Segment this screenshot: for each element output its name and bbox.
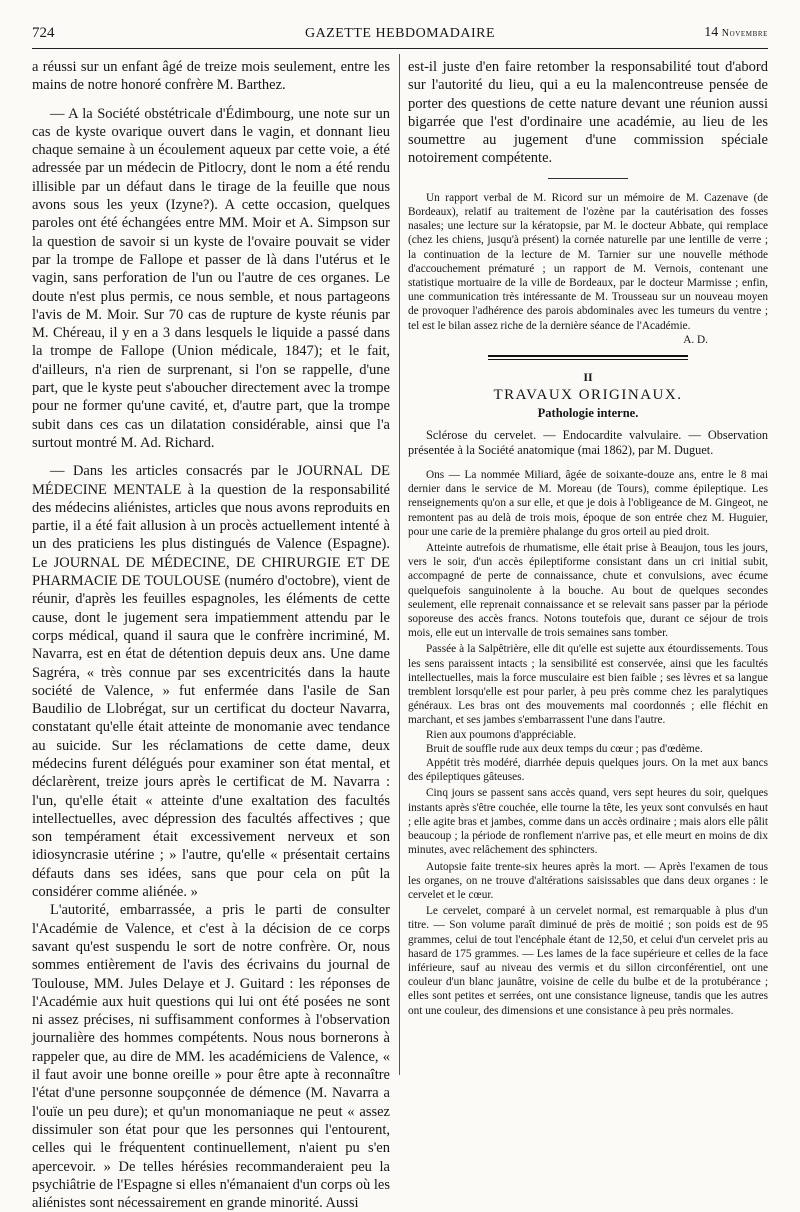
observation-paragraph-8: Autopsie faite trente-six heures après la mort. — Après l'examen de tous les organes, on ne trouve d'altérations saisissables que dans deux organes : le cervelet et le cœur.	[408, 860, 768, 901]
section-rule-thick	[488, 355, 688, 357]
observation-paragraph-6: Appétit très modéré, diarrhée depuis quelques jours. On la met aux bancs des épileptiques gâteuses.	[408, 757, 768, 784]
left-paragraph-3: — Dans les articles consacrés par le JOURNAL DE MÉDECINE MENTALE à la question de la responsabilité des médecins aliénistes, articles que nous avons reproduits en partie, il a été fait allusion à un procès actuellement intenté à un des praticiens les plus distingués de Valence (Espagne). Le JOURNAL DE MÉDECINE, DE CHIRURGIE ET DE PHARMACIE DE TOULOUSE (numéro d'octobre), vient de réunir, d'après les feuilles espagnoles, les éléments de cette cause, dont le jugement sera impatiemment attendu par le corps médical, quand il saura que le confrère incriminé, M. Navarra, est en état de détention depuis deux ans. Une dame Sagréra, « très connue par ses excentricités dans la haute société de Valence, » fut enfermée dans l'asile de San Baudilio de Llobrégat, sur un certificat du docteur Navarra, constatant qu'elle était atteinte de monomanie avec tendance au suicide. Sur les réclamations de cette dame, deux médecins furent délégués pour examiner son état mental, et déclarèrent, treize jours après le certificat de M. Navarra : l'un, qu'elle était « atteinte d'une exaltation des facultés intellectuelles, avec dépression des facultés affectives ; que son tempérament était excessivement nerveux et son idiosyncrasie utérine ; » l'autre, qu'elle « présentait certains défauts dans ses idées, sans que pour cela on pût la considérer comme aliénée. »	[32, 463, 390, 901]
section-number: II	[583, 370, 593, 385]
observation-paragraph-1: Ons — La nommée Miliard, âgée de soixante-douze ans, entre le 8 mai dernier dans le service de M. Moreau (de Tours), comme épileptique. Les renseignements qu'on a sur elle, et que je dois à l'obligeance de M. Gingeot, ne remontent pas au delà de trois mois, époque de son entrée chez M. Huguier, pour une carie de la première phalange du gros orteil au pied droit.	[408, 469, 768, 538]
page-header	[32, 22, 768, 49]
observation-paragraph-9: Le cervelet, comparé à un cervelet normal, est remarquable à plus d'un titre. — Son volume paraît diminué de près de moitié ; son poids est de 95 grammes, celui de tout l'encéphale étant de 12,50, et celui d'un cervelet pris au hasard de 175 grammes. — Les lames de la face supérieure et celles de la face inférieure, sauf au niveau des vermis et du sillon circonférentiel, ont une couleur d'un blanc jaunâtre, voisine de celle du bulbe et de la protubérance ; elles sont petites et serrées, ont une consistance ligneuse, tandis que les autres ont une couleur, des dimensions et une consistance à peu près normales.	[408, 905, 768, 1017]
header-date	[704, 25, 768, 41]
page-number: 724	[32, 25, 55, 41]
column-divider	[399, 54, 400, 1075]
section-title: TRAVAUX ORIGINAUX.	[493, 387, 683, 404]
observation-paragraph-2: Atteinte autrefois de rhumatisme, elle était prise à Beaujon, tous les jours, vers le soir, d'un accès épileptiforme consistant dans un cri initial subit, accompagné de perte de connaissance, chute et convulsions, avec écume quelquefois sanguinolente à la bouche. Au bout de quelques secondes seulement, elle reprenait connaissance et se relevait sans passer par la période soporeuse des accès francs. Notons toutefois que, durant ce séjour de trois mois, elle eut un intervalle de trois semaines sans tomber.	[408, 542, 768, 640]
left-paragraph-2: — A la Société obstétricale d'Édimbourg, une note sur un cas de kyste ovarique ouvert dans le vagin, et donnant lieu chaque semaine à un écoulement aqueux par cette voie, a été adressée par un médecin de Pitlocry, dont le nom a été rendu illisible par un défaut dans le tirage de la feuille que nous avons sous les yeux (Izyne?). A cette occasion, quelques paroles ont été échangées entre MM. Moir et A. Simpson sur la question de savoir si un kyste de l'ovaire pouvait se vider par la trompe de Fallope et passer de là dans l'utérus et le vagin, sans perforation de l'un ou l'autre de ces organes. Le doute n'est plus permis, ce nous semble, et nous partageons l'avis de M. Moir. Sur 70 cas de rupture de kyste réunis par M. Chéreau, il y en a 3 dans lesquels le liquide a passé dans la trompe de Fallope (Union médicale, 1847); et le fait, d'ailleurs, n'a rien de surprenant, si l'on se rappelle, d'une part, que le kyste peut s'aboucher directement avec la trompe pour ne former qu'une cavité, et, d'autre part, que la trompe subit dans ces cas un dilatation considérable, ainsi que l'a surtout montré M. Ad. Richard.	[32, 105, 390, 451]
academy-summary: Un rapport verbal de M. Ricord sur un mémoire de M. Cazenave (de Bordeaux), relatif au traitement de l'ozène par la cautérisation des fosses nasales; une lecture sur la kératopsie, par M. le docteur Abbate, qui remplace (chez les chiens, jusqu'à présent) la cornée naturelle par une lentille de verre ; la continuation de la lecture de M. Tarnier sur une nouvelle méthode d'accouchement prématuré ; un rapport de M. Vernois, contenant une statistique mortuaire de la ville de Bordeaux, par le docteur Marmisse ; enfin, une communication très intéressante de M. Trousseau sur un nouveau moyen de provoquer l'adhérence des parois abdominales avec les tumeurs du ventre ; tel est le bilan assez riche de la dernière séance de l'Académie.	[408, 191, 768, 332]
separator-rule	[548, 178, 628, 179]
section-rule-thin	[488, 359, 688, 360]
left-paragraph-4: L'autorité, embarrassée, a pris le parti de consulter l'Académie de Valence, et c'est à la décision de ce corps savant qu'est suspendu le sort de notre confrère. Or, nous sommes entièrement de l'avis des écrivains du journal de Toulouse, MM. Jules Delaye et J. Guitard : les réponses de l'Académie aux huit questions qui lui ont été posées ne sont ni assez précises, ni suffisamment conformes à l'observation journalière des hommes compétents. Nous nous bornerons à rappeler que, au dire de MM. les académiciens de Valence, « il faut avoir une bonne oreille » pour être apte à reconnaître l'état d'une personne soupçonnée de démence (M. Navarra a l'ouïe un peu dure); et qu'un monomaniaque ne peut « assez dissimuler son état pour que les personnes qui l'entourent, celles qui le fréquentent continuellement, n'aient pu s'en apercevoir. » De telles hérésies recommanderaient peu la psychiâtrie de l'Espagne si elles n'émanaient d'un corps où les aliénistes sont nécessairement en grande minorité. Aussi	[32, 902, 390, 1212]
observation-paragraph-7: Cinq jours se passent sans accès quand, vers sept heures du soir, quelques instants après s'être couchée, elle tourne la tête, les yeux sont convulsés en haut ; elle agite bras et jambes, comme dans un accès ordinaire ; mais alors elle pâlit beaucoup ; la période de ronflement n'arrive pas, et elle meurt en moins de dix minutes, avec relâchement des sphincters.	[408, 787, 768, 857]
observation-paragraph-5: Bruit de souffle rude aux deux temps du cœur ; pas d'œdème.	[426, 742, 703, 755]
header-date-day: 14	[704, 25, 719, 40]
observation-title: Sclérose du cervelet. — Endocardite valvulaire. — Observation présentée à la Société anatomique (mai 1862), par M. Duguet.	[408, 428, 768, 458]
right-column	[408, 58, 768, 1078]
author-signature: A. D.	[683, 333, 708, 346]
left-column	[32, 58, 390, 1212]
observation-paragraph-4: Rien aux poumons d'appréciable.	[426, 728, 577, 741]
right-paragraph-1: est-il juste d'en faire retomber la responsabilité tout d'abord sur l'autorité du lieu, qui a eu la malencontreuse pensée de porter des questions de cette nature devant une réunion aussi bigarrée que l'est d'ordinaire une académie, au lieu de les soumettre au jugement d'une commission spéciale notoirement compétente.	[408, 59, 768, 167]
journal-title: GAZETTE HEBDOMADAIRE	[304, 26, 496, 41]
left-paragraph-1: a réussi sur un enfant âgé de treize mois seulement, entre les mains de notre honoré confrère M. Barthez.	[32, 59, 390, 94]
observation-paragraph-3: Passée à la Salpêtrière, elle dit qu'elle est sujette aux étourdissements. Tous les sens paraissent intacts ; la sensibilité est conservée, ainsi que les facultés intellectuelles, mais la force musculaire est bien faible ; ses lèvres et sa langue tremblent lorsqu'elle est pour parler, à peu près comme chez les paralytiques généraux. Les bras ont des mouvements mal coordonnés ; elle fléchit en marchant, et ses jambes s'embarrassent l'une dans l'autre.	[408, 643, 768, 727]
section-subtitle: Pathologie interne.	[537, 406, 639, 421]
header-date-month: Novembre	[721, 28, 768, 39]
